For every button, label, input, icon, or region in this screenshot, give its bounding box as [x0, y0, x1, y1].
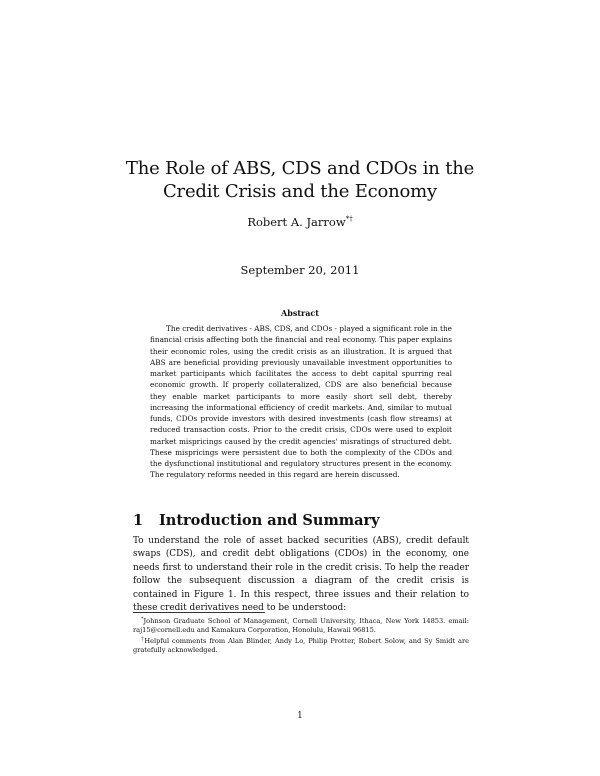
paper-title: The Role of ABS, CDS and CDOs in the Credit Crisis and the Economy — [125, 158, 475, 202]
abstract-heading: Abstract — [281, 308, 319, 318]
author-name: Robert A. Jarrow — [247, 214, 346, 229]
author-footnote-marks: *† — [345, 215, 353, 223]
footnote-mark: * — [141, 616, 144, 622]
section-number: 1 — [133, 512, 144, 529]
footnotes — [133, 615, 469, 655]
section-heading — [133, 512, 473, 530]
section-title: Introduction and Summary — [159, 512, 380, 529]
author-line — [150, 212, 450, 229]
footnote-rule — [133, 612, 265, 613]
footnote-text: Helpful comments from Alan Blinder, Andy Lo, Philip Protter, Robert Solow, and Sy Smidt are gratefully acknowledged. — [133, 637, 469, 655]
page-number: 1 — [297, 711, 303, 721]
footnote-text: Johnson Graduate School of Management, Cornell University, Ithaca, New York 14853. email: raj15@cornell.edu and Kamakura Corporation, Honolulu, Hawaii 96815. — [133, 617, 469, 635]
footnote-affiliation — [133, 615, 469, 635]
footnote-acknowledgment — [133, 635, 469, 655]
paper-date: September 20, 2011 — [240, 263, 360, 277]
intro-paragraph: To understand the role of asset backed securities (ABS), credit default swaps (CDS), and credit debt obligations (CDOs) in the economy, one needs first to understand their role in the credit crisis. To help the reader follow the subsequent discussion a diagram of the credit crisis is contained in Figure 1. In this respect, three issues and their relation to these credit derivatives need to be understood: — [133, 536, 469, 614]
abstract-text: The credit derivatives - ABS, CDS, and CDOs - played a significant role in the financial crisis affecting both the financial and real economy. This paper explains their economic roles, using the credit crisis as an illustration. It is argued that ABS are beneficial providing previously unavailable investment opportunities to market participants which facilitates the access to debt capital spurring real economic growth. If properly collateralized, CDS are also beneficial because they enable market participants to more easily short sell debt, thereby increasing the informational efficiency of credit markets. And, similar to mutual funds, CDOs provide investors with desired investments (cash flow streams) at reduced transaction costs. Prior to the credit crisis, CDOs were used to exploit market mispricings caused by the credit agencies' misratings of structured debt. These mispricings were persistent due to both the complexity of the CDOs and the dysfunctional institutional and regulatory structures present in the economy. The regulatory reforms needed in this regard are herein discussed. — [150, 324, 452, 480]
footnote-mark: † — [141, 636, 145, 643]
